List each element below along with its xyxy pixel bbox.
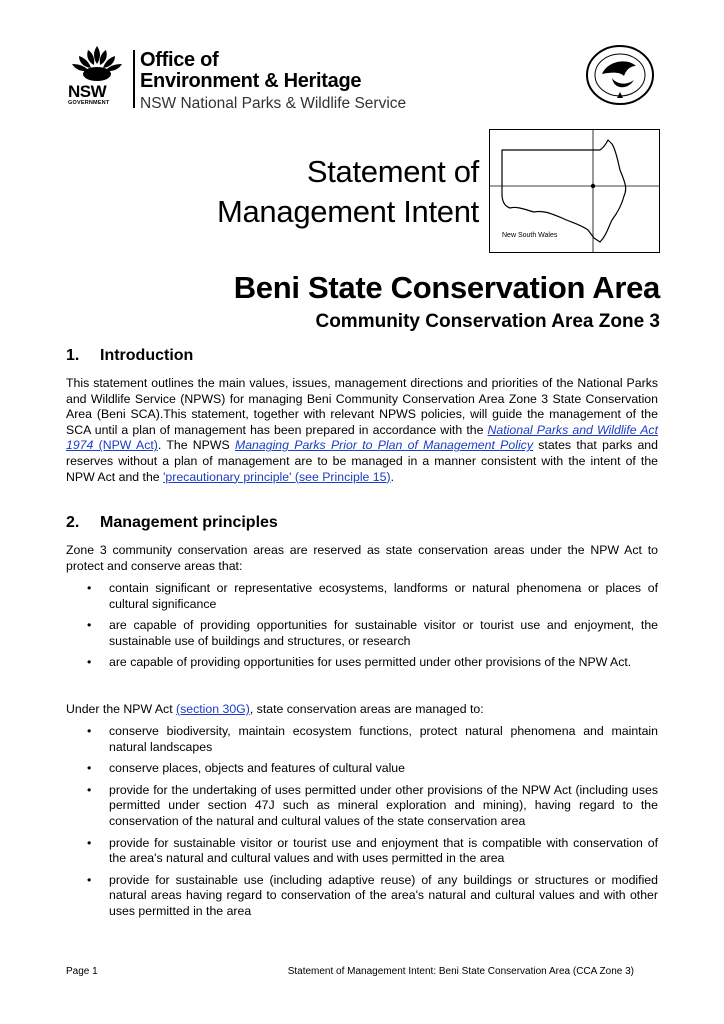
title-line-1: Statement of [306, 154, 479, 189]
section-1-number: 1. [66, 347, 80, 364]
list-item: • provide for sustainable visitor or tourist use and enjoyment that is compatible with conservation of the area's natural and cultural values and with uses permitted in the area [66, 836, 658, 867]
list-item: • provide for sustainable use (including adaptive reuse) of any buildings or structures or modified natural areas having regard to conservation of the area's natural and cultural values and with other uses permitted in the area [66, 873, 658, 920]
nsw-locator-map [489, 129, 660, 253]
list-item: • conserve biodiversity, maintain ecosystem functions, protect natural phenomena and maintain natural landscapes [66, 724, 658, 755]
list-item: • conserve places, objects and features of cultural value [66, 761, 658, 777]
section-1-paragraph: This statement outlines the main values, issues, management directions and priorities of the National Parks and Wildlife Service (NPWS) for managing Beni Community Conservation Area Zone 3 State Conservation Area (Beni SCA).This statement, together with relevant NPWS policies, will guide the management of the SCA until a plan of management has been prepared in accordance with the National Parks and Wildlife Act 1974 (NPW Act). The NPWS Managing Parks Prior to Plan of Management Policy states that parks and reserves without a plan of management are to be managed in a manner consistent with the intent of the NPW Act and the 'precautionary principle' (see Principle 15). [66, 376, 658, 484]
map-label: New South Wales [502, 232, 558, 239]
section-2-intro: Zone 3 community conservation areas are reserved as state conservation areas under the NPW Act to protect and conserve areas that: [66, 543, 658, 573]
org-line-2: Environment & Heritage [140, 70, 362, 92]
list-item: • contain significant or representative ecosystems, landforms or natural phenomena or places of cultural significance [66, 581, 658, 612]
precautionary-principle-link[interactable]: 'precautionary principle' (see Principle 15) [163, 469, 391, 484]
list-item: • provide for the undertaking of uses permitted under other provisions of the NPW Act (including uses permitted under section 47J such as mineral exploration and mining), having regard to the conservation of the natural and cultural values of the state conservation area [66, 783, 658, 830]
section-1-title: Introduction [100, 347, 194, 364]
organisation-name [140, 50, 406, 114]
managing-parks-policy-link[interactable]: Managing Parks Prior to Plan of Management Policy [234, 438, 533, 453]
page-subtitle: Community Conservation Area Zone 3 [315, 311, 660, 332]
npw-act-abbrev-link[interactable]: (NPW Act) [93, 438, 158, 453]
section-2-number: 2. [66, 514, 80, 531]
logo-divider [133, 50, 135, 108]
list-item: • are capable of providing opportunities for uses permitted under other provisions of the NPW Act. [66, 655, 658, 671]
page-number: Page 1 [66, 966, 98, 977]
management-list [66, 724, 658, 920]
nsw-wordmark: NSW [68, 82, 107, 101]
objectives-list [66, 581, 658, 671]
npws-emblem-icon [584, 44, 656, 106]
footer-title: Statement of Management Intent: Beni State Conservation Area (CCA Zone 3) [287, 966, 634, 977]
org-line-1: Office of [140, 49, 219, 71]
section-2-heading [66, 514, 278, 532]
list-item: • are capable of providing opportunities for sustainable visitor or tourist use and enjoyment, the sustainable use of buildings and structures, or research [66, 618, 658, 649]
management-intro: Under the NPW Act (section 30G), state conservation areas are managed to: [66, 702, 484, 716]
title-line-2: Management Intent [216, 194, 479, 229]
section-1-heading [66, 347, 193, 365]
section-2-title: Management principles [100, 514, 278, 531]
section-30g-link[interactable]: (section 30G) [176, 702, 250, 716]
org-line-3: NSW National Parks & Wildlife Service [140, 95, 407, 112]
nsw-government-label: GOVERNMENT [68, 100, 110, 106]
page-title: Beni State Conservation Area [233, 270, 660, 305]
npw-act-link[interactable]: National Parks and Wildlife Act 1974 [66, 422, 658, 453]
document-type-title [217, 152, 479, 232]
